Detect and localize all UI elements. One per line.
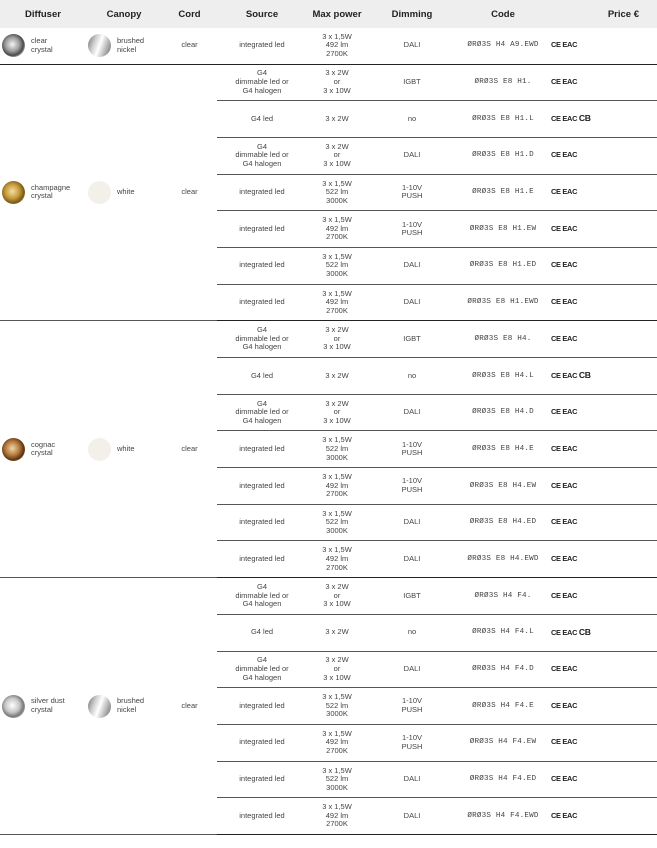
price-cell <box>597 798 657 835</box>
price-cell <box>597 541 657 578</box>
dimming-cell: 1-10V PUSH <box>367 431 457 468</box>
certification-cell <box>549 504 597 541</box>
dimming-cell: no <box>367 101 457 138</box>
diffuser-cell-wrap <box>0 181 86 204</box>
certification-cell <box>549 101 597 138</box>
source-cell: integrated led <box>217 688 307 725</box>
source-cell: integrated led <box>217 247 307 284</box>
ce-eac-mark: CE EAC <box>551 737 578 747</box>
max-power-cell: 3 x 1,5W 492 lm 2700K <box>307 284 367 321</box>
code-cell: ØRØ3S E8 H1.EWD <box>457 284 549 321</box>
dimming-cell: 1-10V PUSH <box>367 211 457 248</box>
champagne-crystal-swatch <box>2 181 25 204</box>
header-code: Code <box>457 0 549 28</box>
code-cell: ØRØ3S E8 H4.EW <box>457 468 549 505</box>
diffuser-cell <box>0 321 86 578</box>
ce-eac-mark: CE EAC <box>551 407 578 417</box>
price-cell <box>597 724 657 761</box>
certification-cell <box>549 174 597 211</box>
dimming-cell: IGBT <box>367 64 457 101</box>
certification-cell <box>549 137 597 174</box>
certification-cell <box>549 688 597 725</box>
canopy-cell <box>86 64 162 321</box>
ce-eac-mark: CE EAC <box>551 223 578 233</box>
max-power-cell: 3 x 2W or 3 x 10W <box>307 137 367 174</box>
silver-dust-crystal-swatch <box>2 695 25 718</box>
code-cell: ØRØ3S H4 F4.EW <box>457 724 549 761</box>
source-cell: integrated led <box>217 28 307 64</box>
ce-eac-mark: CE EAC <box>551 77 578 87</box>
cb-mark: CB <box>578 113 591 124</box>
code-cell: ØRØ3S H4 F4.E <box>457 688 549 725</box>
dimming-cell: DALI <box>367 761 457 798</box>
dimming-cell: DALI <box>367 651 457 688</box>
certification-cell <box>549 541 597 578</box>
canopy-cell <box>86 578 162 835</box>
source-cell: integrated led <box>217 284 307 321</box>
table-row <box>0 64 657 101</box>
price-cell <box>597 247 657 284</box>
price-cell <box>597 64 657 101</box>
code-cell: ØRØ3S E8 H4.D <box>457 394 549 431</box>
max-power-cell: 3 x 2W or 3 x 10W <box>307 651 367 688</box>
code-cell: ØRØ3S E8 H1.EW <box>457 211 549 248</box>
source-cell: integrated led <box>217 724 307 761</box>
white-swatch <box>88 181 111 204</box>
certification-cell <box>549 28 597 64</box>
certification-cell <box>549 284 597 321</box>
source-cell: G4 dimmable led or G4 halogen <box>217 394 307 431</box>
diffuser-cell-label: champagne crystal <box>31 182 71 201</box>
price-cell <box>597 468 657 505</box>
canopy-cell-wrap <box>86 438 162 461</box>
white-swatch <box>88 438 111 461</box>
diffuser-cell <box>0 64 86 321</box>
source-cell: integrated led <box>217 174 307 211</box>
header-max-power: Max power <box>307 0 367 28</box>
code-cell: ØRØ3S E8 H1.E <box>457 174 549 211</box>
source-cell: integrated led <box>217 541 307 578</box>
ce-eac-mark: CE EAC <box>551 700 578 710</box>
table-row <box>0 28 657 64</box>
canopy-cell-wrap <box>86 34 162 57</box>
canopy-cell-label: white <box>117 187 135 197</box>
certification-cell <box>549 614 597 651</box>
ce-eac-mark: CE EAC <box>551 810 578 820</box>
header-certifications <box>549 0 597 28</box>
cognac-crystal-swatch <box>2 438 25 461</box>
code-cell: ØRØ3S E8 H4.EWD <box>457 541 549 578</box>
dimming-cell: DALI <box>367 504 457 541</box>
price-cell <box>597 394 657 431</box>
max-power-cell: 3 x 2W or 3 x 10W <box>307 64 367 101</box>
ce-eac-mark: CE EAC <box>551 40 578 50</box>
dimming-cell: DALI <box>367 541 457 578</box>
cord-cell: clear <box>162 28 217 64</box>
certification-cell <box>549 358 597 395</box>
brushed-nickel-swatch <box>88 34 111 57</box>
source-cell: G4 dimmable led or G4 halogen <box>217 578 307 615</box>
dimming-cell: DALI <box>367 28 457 64</box>
ce-eac-mark: CE EAC <box>551 187 578 197</box>
price-cell <box>597 174 657 211</box>
source-cell: G4 led <box>217 101 307 138</box>
price-cell <box>597 284 657 321</box>
header-cord: Cord <box>162 0 217 28</box>
code-cell: ØRØ3S H4 F4.EWD <box>457 798 549 835</box>
diffuser-cell-label: silver dust crystal <box>31 696 65 715</box>
source-cell: integrated led <box>217 798 307 835</box>
price-cell <box>597 358 657 395</box>
dimming-cell: DALI <box>367 394 457 431</box>
canopy-cell-wrap <box>86 181 162 204</box>
price-cell <box>597 614 657 651</box>
price-cell <box>597 101 657 138</box>
table-row <box>0 321 657 358</box>
diffuser-cell-label: cognac crystal <box>31 439 56 458</box>
diffuser-cell-wrap <box>0 34 86 57</box>
code-cell: ØRØ3S H4 F4. <box>457 578 549 615</box>
price-cell <box>597 578 657 615</box>
ce-eac-mark: CE EAC <box>551 553 578 563</box>
max-power-cell: 3 x 1,5W 522 lm 3000K <box>307 247 367 284</box>
source-cell: G4 dimmable led or G4 halogen <box>217 651 307 688</box>
certification-cell <box>549 211 597 248</box>
header-row <box>0 0 657 28</box>
certification-cell <box>549 247 597 284</box>
max-power-cell: 3 x 1,5W 522 lm 3000K <box>307 174 367 211</box>
price-cell <box>597 504 657 541</box>
max-power-cell: 3 x 2W or 3 x 10W <box>307 394 367 431</box>
dimming-cell: DALI <box>367 798 457 835</box>
certification-cell <box>549 64 597 101</box>
certification-cell <box>549 761 597 798</box>
source-cell: integrated led <box>217 504 307 541</box>
max-power-cell: 3 x 1,5W 522 lm 3000K <box>307 431 367 468</box>
max-power-cell: 3 x 2W <box>307 358 367 395</box>
code-cell: ØRØ3S H4 F4.L <box>457 614 549 651</box>
diffuser-cell-label: clear crystal <box>31 36 53 54</box>
source-cell: G4 dimmable led or G4 halogen <box>217 321 307 358</box>
max-power-cell: 3 x 1,5W 492 lm 2700K <box>307 798 367 835</box>
ce-eac-mark: CE EAC <box>551 774 578 784</box>
max-power-cell: 3 x 1,5W 522 lm 3000K <box>307 688 367 725</box>
max-power-cell: 3 x 1,5W 492 lm 2700K <box>307 541 367 578</box>
dimming-cell: 1-10V PUSH <box>367 174 457 211</box>
code-cell: ØRØ3S H4 F4.D <box>457 651 549 688</box>
code-cell: ØRØ3S H4 A9.EWD <box>457 28 549 64</box>
dimming-cell: DALI <box>367 137 457 174</box>
certification-cell <box>549 394 597 431</box>
max-power-cell: 3 x 1,5W 492 lm 2700K <box>307 468 367 505</box>
code-cell: ØRØ3S E8 H4.L <box>457 358 549 395</box>
dimming-cell: 1-10V PUSH <box>367 724 457 761</box>
price-cell <box>597 28 657 64</box>
diffuser-cell-wrap <box>0 695 86 718</box>
dimming-cell: IGBT <box>367 578 457 615</box>
max-power-cell: 3 x 2W <box>307 614 367 651</box>
max-power-cell: 3 x 2W <box>307 101 367 138</box>
ce-eac-mark: CE EAC <box>551 114 578 124</box>
table-row <box>0 578 657 615</box>
diffuser-cell <box>0 578 86 835</box>
cord-cell: clear <box>162 321 217 578</box>
code-cell: ØRØ3S H4 F4.ED <box>457 761 549 798</box>
diffuser-cell <box>0 28 86 64</box>
max-power-cell: 3 x 1,5W 522 lm 3000K <box>307 761 367 798</box>
code-cell: ØRØ3S E8 H4.E <box>457 431 549 468</box>
certification-cell <box>549 798 597 835</box>
certification-cell <box>549 321 597 358</box>
ce-eac-mark: CE EAC <box>551 664 578 674</box>
max-power-cell: 3 x 1,5W 492 lm 2700K <box>307 211 367 248</box>
source-cell: G4 led <box>217 358 307 395</box>
ce-eac-mark: CE EAC <box>551 517 578 527</box>
ce-eac-mark: CE EAC <box>551 443 578 453</box>
ce-eac-mark: CE EAC <box>551 627 578 637</box>
certification-cell <box>549 651 597 688</box>
max-power-cell: 3 x 1,5W 492 lm 2700K <box>307 28 367 64</box>
certification-cell <box>549 724 597 761</box>
header-dimming: Dimming <box>367 0 457 28</box>
dimming-cell: DALI <box>367 247 457 284</box>
price-cell <box>597 321 657 358</box>
dimming-cell: no <box>367 614 457 651</box>
price-cell <box>597 761 657 798</box>
cb-mark: CB <box>578 370 591 381</box>
dimming-cell: DALI <box>367 284 457 321</box>
canopy-cell-label: white <box>117 443 135 453</box>
code-cell: ØRØ3S E8 H4.ED <box>457 504 549 541</box>
ce-eac-mark: CE EAC <box>551 297 578 307</box>
ce-eac-mark: CE EAC <box>551 260 578 270</box>
ce-eac-mark: CE EAC <box>551 480 578 490</box>
ce-eac-mark: CE EAC <box>551 150 578 160</box>
cord-cell: clear <box>162 64 217 321</box>
price-cell <box>597 431 657 468</box>
dimming-cell: 1-10V PUSH <box>367 468 457 505</box>
canopy-cell-label: brushed nickel <box>117 36 145 54</box>
brushed-nickel-swatch <box>88 695 111 718</box>
certification-cell <box>549 578 597 615</box>
max-power-cell: 3 x 2W or 3 x 10W <box>307 578 367 615</box>
clear-crystal-swatch <box>2 34 25 57</box>
canopy-cell-label: brushed nickel <box>117 696 145 715</box>
price-cell <box>597 137 657 174</box>
source-cell: integrated led <box>217 761 307 798</box>
price-cell <box>597 688 657 725</box>
canopy-cell <box>86 28 162 64</box>
code-cell: ØRØ3S E8 H1.D <box>457 137 549 174</box>
code-cell: ØRØ3S E8 H1.ED <box>457 247 549 284</box>
price-cell <box>597 651 657 688</box>
table-body <box>0 28 657 834</box>
certification-cell <box>549 431 597 468</box>
header-price: Price € <box>597 0 657 28</box>
code-cell: ØRØ3S E8 H4. <box>457 321 549 358</box>
code-cell: ØRØ3S E8 H1.L <box>457 101 549 138</box>
cord-cell: clear <box>162 578 217 835</box>
cb-mark: CB <box>578 626 591 637</box>
code-cell: ØRØ3S E8 H1. <box>457 64 549 101</box>
diffuser-cell-wrap <box>0 438 86 461</box>
canopy-cell-wrap <box>86 695 162 718</box>
max-power-cell: 3 x 1,5W 522 lm 3000K <box>307 504 367 541</box>
header-diffuser: Diffuser <box>0 0 86 28</box>
dimming-cell: IGBT <box>367 321 457 358</box>
ce-eac-mark: CE EAC <box>551 371 578 381</box>
max-power-cell: 3 x 1,5W 492 lm 2700K <box>307 724 367 761</box>
canopy-cell <box>86 321 162 578</box>
price-cell <box>597 211 657 248</box>
header-source: Source <box>217 0 307 28</box>
dimming-cell: 1-10V PUSH <box>367 688 457 725</box>
source-cell: G4 dimmable led or G4 halogen <box>217 137 307 174</box>
max-power-cell: 3 x 2W or 3 x 10W <box>307 321 367 358</box>
source-cell: G4 dimmable led or G4 halogen <box>217 64 307 101</box>
certification-cell <box>549 468 597 505</box>
ce-eac-mark: CE EAC <box>551 590 578 600</box>
dimming-cell: no <box>367 358 457 395</box>
source-cell: integrated led <box>217 431 307 468</box>
source-cell: integrated led <box>217 468 307 505</box>
source-cell: G4 led <box>217 614 307 651</box>
header-canopy: Canopy <box>86 0 162 28</box>
source-cell: integrated led <box>217 211 307 248</box>
ce-eac-mark: CE EAC <box>551 333 578 343</box>
